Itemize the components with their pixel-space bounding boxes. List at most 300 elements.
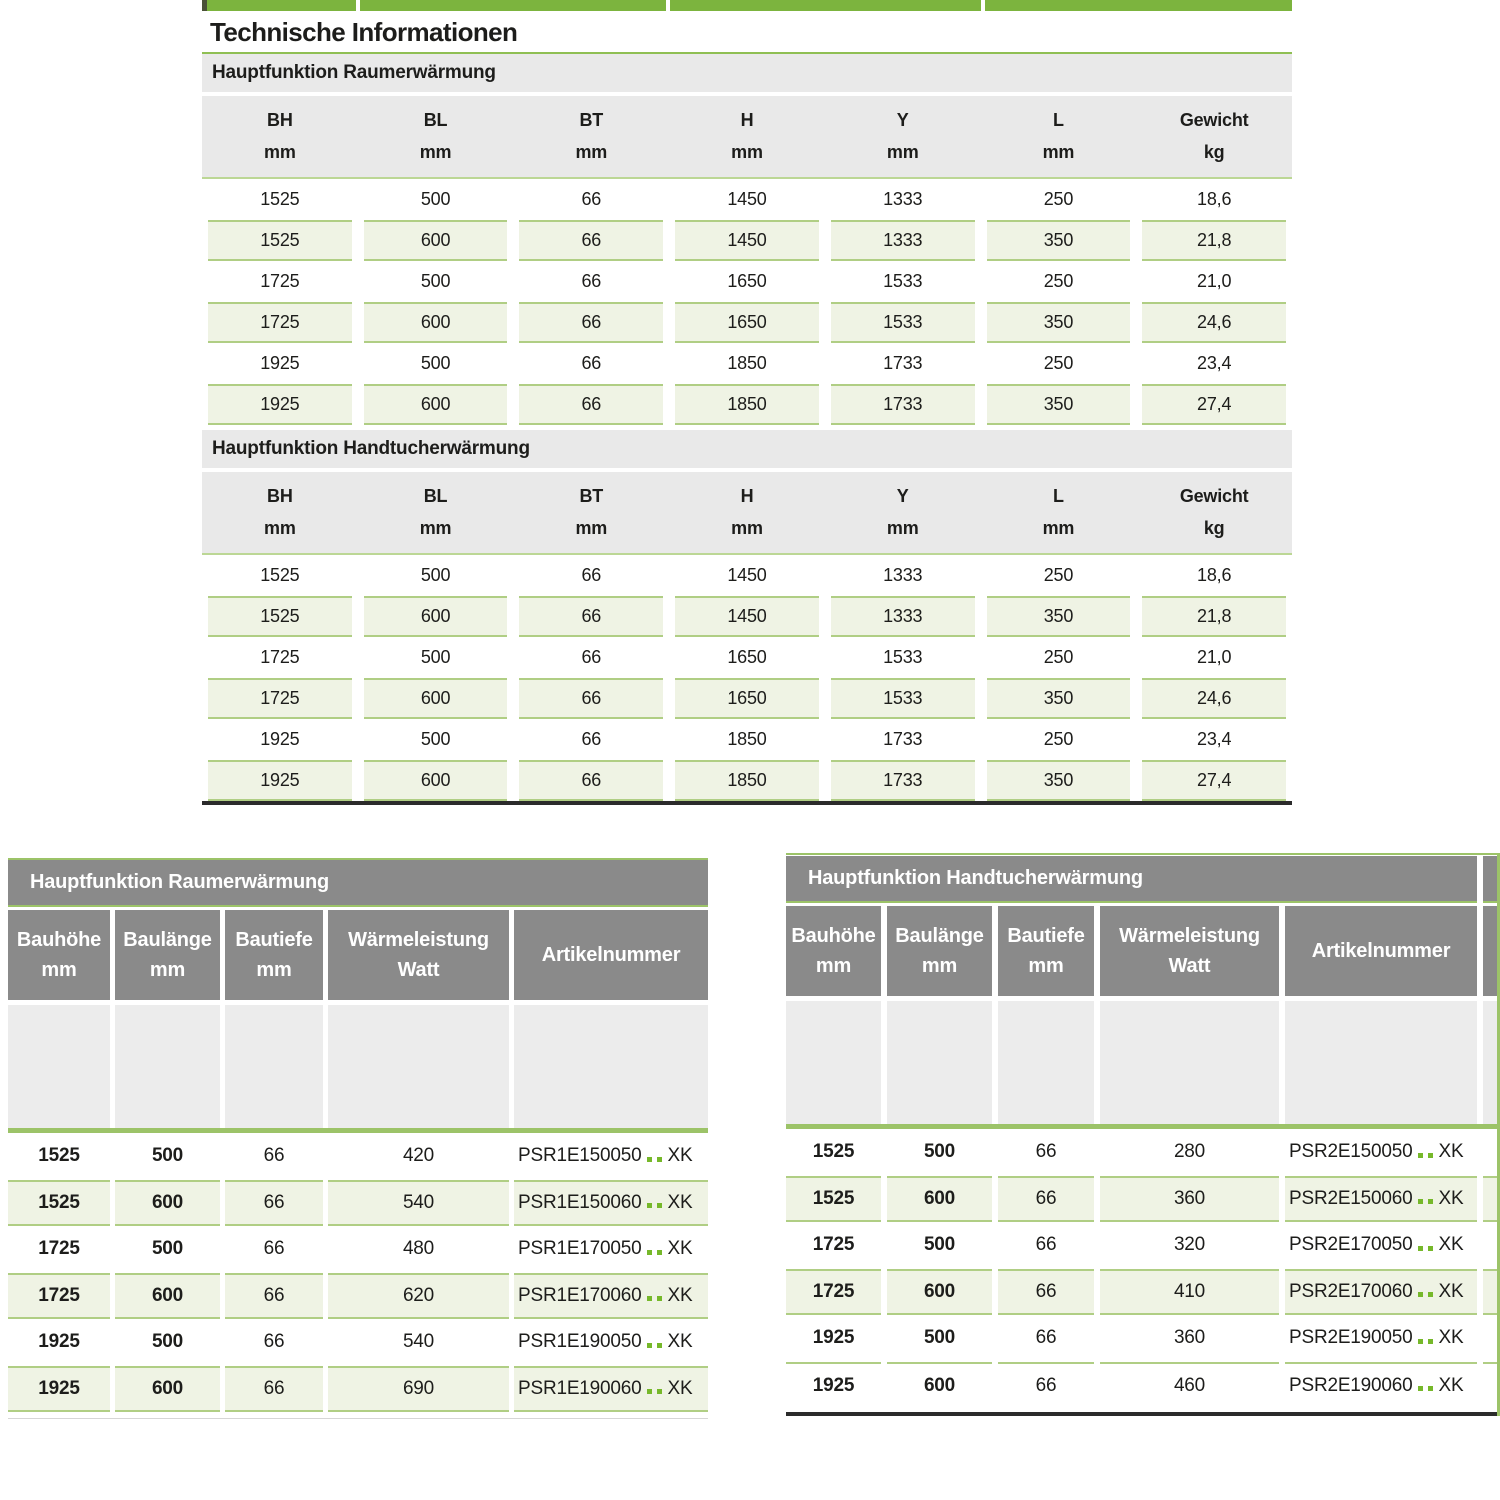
- table-cell: 1450: [727, 565, 767, 585]
- green-dot: [1428, 1292, 1433, 1297]
- column-header: [981, 96, 1137, 177]
- artikelnummer-cell: [514, 1133, 708, 1180]
- table-cell: 600: [364, 384, 508, 425]
- column-unit: Watt: [1168, 954, 1211, 977]
- table-cell: 1525: [260, 565, 300, 585]
- column-label: L: [1053, 486, 1064, 506]
- table-cell: 21,0: [1197, 271, 1232, 291]
- table-cell: 460: [1100, 1362, 1279, 1409]
- table-row: [202, 302, 1292, 343]
- table-row: [786, 1176, 1497, 1223]
- table-row: [8, 1226, 708, 1273]
- table-row: [202, 555, 1292, 596]
- table-cell: 66: [998, 1269, 1094, 1316]
- table-cell: 600: [364, 302, 508, 343]
- column-header-row: [202, 96, 1292, 179]
- column-label: H: [740, 486, 754, 506]
- table-cell: 1725: [208, 302, 352, 343]
- empty-cell: [328, 1005, 509, 1128]
- column-label: BH: [267, 486, 293, 506]
- table-cell: 18,6: [1197, 565, 1232, 585]
- table-row: [786, 1315, 1497, 1362]
- table-cell: 66: [519, 596, 663, 637]
- empty-cell: [1285, 1001, 1477, 1124]
- column-header: [514, 910, 708, 1000]
- column-unit: mm: [886, 142, 919, 162]
- table-cell: 1725: [260, 271, 300, 291]
- column-header: [981, 472, 1137, 553]
- table-cell: 1333: [831, 220, 975, 261]
- artikel-text: PSR1E170050: [518, 1238, 642, 1260]
- table-cell: 27,4: [1142, 760, 1286, 801]
- table-cell: 66: [263, 1331, 285, 1353]
- top-tables: [202, 54, 1292, 801]
- table-cell: 66: [998, 1362, 1094, 1409]
- column-label: Gewicht: [1179, 486, 1249, 506]
- table-row: [202, 637, 1292, 678]
- artikelnummer-cell: [1285, 1269, 1477, 1316]
- column-label: Gewicht: [1179, 110, 1249, 130]
- table-cell: 250: [1043, 565, 1074, 585]
- table-cell: 1725: [786, 1269, 881, 1316]
- table-cell: 1333: [883, 189, 923, 209]
- green-dot: [647, 1157, 652, 1162]
- artikel-text: PSR2E170050: [1289, 1234, 1413, 1256]
- table-cell: 420: [402, 1145, 435, 1167]
- table-cell: 1925: [208, 384, 352, 425]
- column-unit: mm: [264, 142, 296, 162]
- table-title-bar: [8, 860, 708, 905]
- table-cell: 350: [987, 678, 1131, 719]
- table-cell: 350: [987, 760, 1131, 801]
- top-section-bottom-border: [202, 801, 1292, 805]
- table-cell: 1733: [883, 353, 923, 373]
- table-cell: 1533: [831, 302, 975, 343]
- table-cell: 1733: [831, 384, 975, 425]
- green-dot: [647, 1343, 652, 1348]
- artikel-text: PSR1E170060: [518, 1284, 642, 1306]
- table-cell: 1850: [675, 760, 819, 801]
- table-cell: 540: [402, 1331, 435, 1353]
- table-cell: 1333: [831, 596, 975, 637]
- column-label: Bautiefe: [1007, 924, 1085, 947]
- table-cell: 1525: [208, 596, 352, 637]
- section-header: Hauptfunktion Handtucherwärmung: [202, 430, 1292, 468]
- table-row: [8, 1180, 708, 1227]
- sliver-cell: [1483, 1129, 1497, 1176]
- table-cell: 1733: [883, 729, 923, 749]
- artikel-suffix: XK: [1438, 1234, 1464, 1256]
- table-cell: 21,0: [1197, 647, 1232, 667]
- column-label: BT: [579, 486, 604, 506]
- bottom-header-row: [786, 906, 1497, 996]
- table-cell: 1525: [260, 189, 300, 209]
- table-cell: 66: [519, 302, 663, 343]
- table-cell: 1725: [208, 678, 352, 719]
- table-cell: 1925: [260, 729, 300, 749]
- sliver-cell: [1483, 1315, 1497, 1362]
- column-label: Y: [896, 486, 909, 506]
- column-unit: mm: [575, 518, 608, 538]
- table-cell: 540: [328, 1180, 509, 1227]
- table-cell: 1650: [727, 271, 767, 291]
- column-label: Wärmeleistung: [348, 928, 489, 951]
- table-bottom-line: [8, 1418, 708, 1419]
- sliver-cell: [1483, 1222, 1497, 1269]
- bottom-rows: [8, 1133, 708, 1412]
- bottom-empty-row: [786, 1001, 1497, 1124]
- page-title: Technische Informationen: [210, 17, 518, 47]
- table-cell: 1925: [786, 1362, 881, 1409]
- table-cell: 360: [1173, 1327, 1206, 1349]
- table-row: [202, 719, 1292, 760]
- top-bar-divider: [356, 0, 360, 11]
- green-dot: [657, 1389, 662, 1394]
- table-cell: 1850: [675, 384, 819, 425]
- green-dot: [1428, 1339, 1433, 1344]
- artikel-suffix: XK: [1438, 1187, 1464, 1209]
- table-cell: 23,4: [1197, 729, 1232, 749]
- table-cell: 1925: [38, 1331, 80, 1353]
- table-cell: 500: [420, 729, 451, 749]
- bottom-table-handtucherwaermung: [786, 848, 1497, 1500]
- green-dot: [657, 1343, 662, 1348]
- table-cell: 1725: [8, 1273, 110, 1320]
- table-cell: 66: [225, 1366, 323, 1413]
- green-dot: [1428, 1246, 1433, 1251]
- table-cell: 66: [581, 271, 602, 291]
- column-header: [669, 472, 825, 553]
- artikel-text: PSR2E190060: [1289, 1374, 1413, 1396]
- table-cell: 21,8: [1142, 220, 1286, 261]
- column-header: [225, 910, 323, 1000]
- table-row: [786, 1362, 1497, 1409]
- table-top-line: [786, 853, 1497, 855]
- table-cell: 1733: [831, 760, 975, 801]
- artikel-suffix: XK: [1438, 1327, 1464, 1349]
- artikel-suffix: XK: [667, 1191, 693, 1213]
- artikel-suffix: XK: [1438, 1374, 1464, 1396]
- table-cell: 500: [420, 271, 451, 291]
- table-cell: 1725: [260, 647, 300, 667]
- table-row: [202, 384, 1292, 425]
- empty-cell: [1483, 1001, 1497, 1124]
- column-unit: mm: [731, 142, 763, 162]
- table-cell: 1525: [208, 220, 352, 261]
- green-dot: [657, 1157, 662, 1162]
- top-green-bar: [202, 0, 1292, 11]
- table-cell: 66: [581, 647, 602, 667]
- artikel-suffix: XK: [667, 1331, 693, 1353]
- table-cell: 350: [987, 384, 1131, 425]
- table-cell: 66: [581, 565, 602, 585]
- table-cell: 27,4: [1142, 384, 1286, 425]
- top-bar-divider: [666, 0, 670, 11]
- bottom-table-title: Hauptfunktion Raumerwärmung: [8, 860, 708, 907]
- table-cell: 1450: [727, 189, 767, 209]
- table-row: [8, 1366, 708, 1413]
- table-cell: 500: [420, 189, 451, 209]
- column-unit: mm: [1042, 142, 1075, 162]
- table-cell: 66: [581, 189, 602, 209]
- green-dot: [1428, 1153, 1433, 1158]
- table-cell: 500: [151, 1238, 184, 1260]
- artikel-suffix: XK: [667, 1145, 693, 1167]
- column-header: [1100, 906, 1279, 996]
- green-dot: [647, 1250, 652, 1255]
- table-cell: 600: [115, 1366, 220, 1413]
- table-cell: 66: [519, 384, 663, 425]
- column-unit: mm: [921, 954, 958, 977]
- table-cell: 1925: [260, 353, 300, 373]
- table-cell: 250: [1043, 189, 1074, 209]
- column-header: [825, 96, 981, 177]
- table-cell: 320: [1173, 1234, 1206, 1256]
- artikelnummer-cell: [1285, 1315, 1477, 1362]
- empty-cell: [514, 1005, 708, 1128]
- column-label: Bauhöhe: [791, 924, 876, 947]
- table-cell: 620: [328, 1273, 509, 1320]
- top-bar-divider: [981, 0, 985, 11]
- column-label: H: [740, 110, 754, 130]
- table-cell: 1925: [8, 1366, 110, 1413]
- column-header: [1136, 472, 1292, 553]
- table-cell: 66: [225, 1273, 323, 1320]
- artikel-suffix: XK: [667, 1284, 693, 1306]
- column-label: Y: [896, 110, 909, 130]
- green-dot: [1418, 1292, 1423, 1297]
- table-cell: 250: [1043, 647, 1074, 667]
- artikelnummer-cell: [1285, 1362, 1477, 1409]
- bottom-table-title: Hauptfunktion Handtucherwärmung: [786, 856, 1477, 903]
- table-row: [786, 1222, 1497, 1269]
- column-label: Bauhöhe: [16, 928, 102, 951]
- column-unit: kg: [1203, 142, 1225, 162]
- table-row: [202, 179, 1292, 220]
- table-cell: 1725: [38, 1238, 80, 1260]
- table-cell: 24,6: [1142, 678, 1286, 719]
- sliver-cell: [1483, 1269, 1497, 1316]
- column-label: L: [1053, 110, 1064, 130]
- green-dot: [1418, 1153, 1423, 1158]
- table-cell: 600: [364, 220, 508, 261]
- green-dot: [647, 1296, 652, 1301]
- artikelnummer-cell: [1285, 1176, 1477, 1223]
- artikel-text: PSR2E190050: [1289, 1327, 1413, 1349]
- table-cell: 500: [151, 1331, 184, 1353]
- table-cell: 690: [328, 1366, 509, 1413]
- table-cell: 500: [923, 1327, 956, 1349]
- table-cell: 66: [581, 353, 602, 373]
- column-header: [513, 96, 669, 177]
- empty-cell: [115, 1005, 220, 1128]
- table-cell: 66: [519, 760, 663, 801]
- bottom-rows: [786, 1129, 1497, 1408]
- table-cell: 66: [519, 220, 663, 261]
- artikel-suffix: XK: [667, 1238, 693, 1260]
- table-row: [202, 760, 1292, 801]
- column-header: [358, 472, 514, 553]
- column-header: [669, 96, 825, 177]
- section-header: Hauptfunktion Raumerwärmung: [202, 54, 1292, 92]
- artikel-suffix: XK: [667, 1377, 693, 1399]
- table-cell: 66: [263, 1238, 285, 1260]
- green-dot: [1428, 1199, 1433, 1204]
- empty-cell: [887, 1001, 992, 1124]
- column-header-sliver: [1483, 906, 1497, 996]
- table-cell: 1650: [675, 678, 819, 719]
- column-label: Wärmeleistung: [1119, 924, 1260, 947]
- table-cell: 500: [923, 1141, 956, 1163]
- table-cell: 66: [519, 678, 663, 719]
- table-cell: 1533: [883, 647, 923, 667]
- top-bar-dark-segment: [202, 0, 207, 11]
- table-bottom-border: [786, 1412, 1497, 1416]
- artikelnummer-cell: [514, 1319, 708, 1366]
- table-cell: 1450: [675, 596, 819, 637]
- column-header: [513, 472, 669, 553]
- table-cell: 1525: [812, 1141, 855, 1163]
- artikelnummer-cell: [514, 1180, 708, 1227]
- table-cell: 410: [1100, 1269, 1279, 1316]
- column-unit: mm: [264, 518, 296, 538]
- column-label: BL: [423, 110, 448, 130]
- green-dot: [647, 1203, 652, 1208]
- table-row: [202, 261, 1292, 302]
- table-cell: 66: [225, 1180, 323, 1227]
- table-title-bar-sliver: [1483, 856, 1497, 903]
- table-cell: 600: [364, 596, 508, 637]
- table-cell: 600: [887, 1269, 992, 1316]
- artikel-text: PSR2E150050: [1289, 1141, 1413, 1163]
- column-header-row: [202, 472, 1292, 555]
- table-cell: 1650: [727, 647, 767, 667]
- table-cell: 66: [1035, 1327, 1057, 1349]
- table-cell: 1650: [675, 302, 819, 343]
- column-header: [786, 906, 881, 996]
- green-dot: [1418, 1339, 1423, 1344]
- table-row: [8, 1133, 708, 1180]
- column-header: [8, 910, 110, 1000]
- column-label: Artikelnummer: [1311, 939, 1451, 962]
- top-table: [202, 430, 1292, 801]
- artikel-suffix: XK: [1438, 1141, 1464, 1163]
- table-cell: 350: [987, 596, 1131, 637]
- top-table: [202, 54, 1292, 425]
- empty-cell: [786, 1001, 881, 1124]
- column-header: [1136, 96, 1292, 177]
- column-unit: Watt: [397, 958, 440, 981]
- column-unit: mm: [1028, 954, 1064, 977]
- green-dot: [1418, 1246, 1423, 1251]
- table-cell: 600: [364, 678, 508, 719]
- column-unit: mm: [886, 518, 919, 538]
- table-title-bar: [786, 856, 1497, 901]
- table-cell: 250: [1043, 353, 1074, 373]
- column-unit: mm: [575, 142, 608, 162]
- table-cell: 1450: [675, 220, 819, 261]
- table-cell: 250: [1043, 271, 1074, 291]
- green-dot: [1418, 1386, 1423, 1391]
- artikel-text: PSR1E150050: [518, 1145, 642, 1167]
- bottom-empty-row: [8, 1005, 708, 1128]
- column-unit: mm: [41, 958, 77, 981]
- column-unit: mm: [256, 958, 292, 981]
- table-cell: 600: [887, 1362, 992, 1409]
- bottom-header-row: [8, 910, 708, 1000]
- column-label: Bautiefe: [235, 928, 313, 951]
- column-unit: mm: [731, 518, 763, 538]
- sliver-cell: [1483, 1176, 1497, 1223]
- artikel-text: PSR1E190060: [518, 1377, 642, 1399]
- table-cell: 600: [887, 1176, 992, 1223]
- table-row: [202, 220, 1292, 261]
- table-cell: 1850: [727, 353, 767, 373]
- table-row: [786, 1129, 1497, 1176]
- table-cell: 1525: [8, 1180, 110, 1227]
- table-cell: 1333: [883, 565, 923, 585]
- column-label: Baulänge: [895, 924, 984, 947]
- table-cell: 66: [581, 729, 602, 749]
- column-label: BL: [423, 486, 448, 506]
- green-dot: [1418, 1199, 1423, 1204]
- table-cell: 250: [1043, 729, 1074, 749]
- table-cell: 1925: [208, 760, 352, 801]
- column-header: [328, 910, 509, 1000]
- table-row: [202, 596, 1292, 637]
- artikelnummer-cell: [1285, 1129, 1477, 1176]
- table-cell: 600: [115, 1180, 220, 1227]
- table-row: [8, 1273, 708, 1320]
- artikel-text: PSR2E170060: [1289, 1280, 1413, 1302]
- table-cell: 500: [420, 565, 451, 585]
- green-dot: [1428, 1386, 1433, 1391]
- column-label: Baulänge: [123, 928, 212, 951]
- column-header: [998, 906, 1094, 996]
- table-cell: 350: [987, 302, 1131, 343]
- table-cell: 350: [987, 220, 1131, 261]
- table-cell: 21,8: [1142, 596, 1286, 637]
- artikelnummer-cell: [1285, 1222, 1477, 1269]
- empty-cell: [225, 1005, 323, 1128]
- table-cell: 1533: [831, 678, 975, 719]
- column-header: [825, 472, 981, 553]
- table-cell: 1533: [883, 271, 923, 291]
- column-header: [115, 910, 220, 1000]
- table-cell: 1525: [786, 1176, 881, 1223]
- column-label: BH: [267, 110, 293, 130]
- table-cell: 1925: [812, 1327, 855, 1349]
- column-unit: mm: [419, 518, 452, 538]
- column-header: [202, 96, 358, 177]
- table-cell: 600: [364, 760, 508, 801]
- column-header: [1285, 906, 1477, 996]
- column-unit: kg: [1203, 518, 1225, 538]
- table-cell: 1525: [38, 1145, 80, 1167]
- column-header: [358, 96, 514, 177]
- empty-cell: [1100, 1001, 1279, 1124]
- column-unit: mm: [419, 142, 452, 162]
- table-cell: 66: [1035, 1141, 1057, 1163]
- artikel-text: PSR1E190050: [518, 1331, 642, 1353]
- table-row: [202, 343, 1292, 384]
- column-unit: mm: [815, 954, 852, 977]
- artikelnummer-cell: [514, 1226, 708, 1273]
- artikel-text: PSR1E150060: [518, 1191, 642, 1213]
- table-cell: 500: [151, 1145, 184, 1167]
- table-row: [202, 678, 1292, 719]
- artikelnummer-cell: [514, 1273, 708, 1320]
